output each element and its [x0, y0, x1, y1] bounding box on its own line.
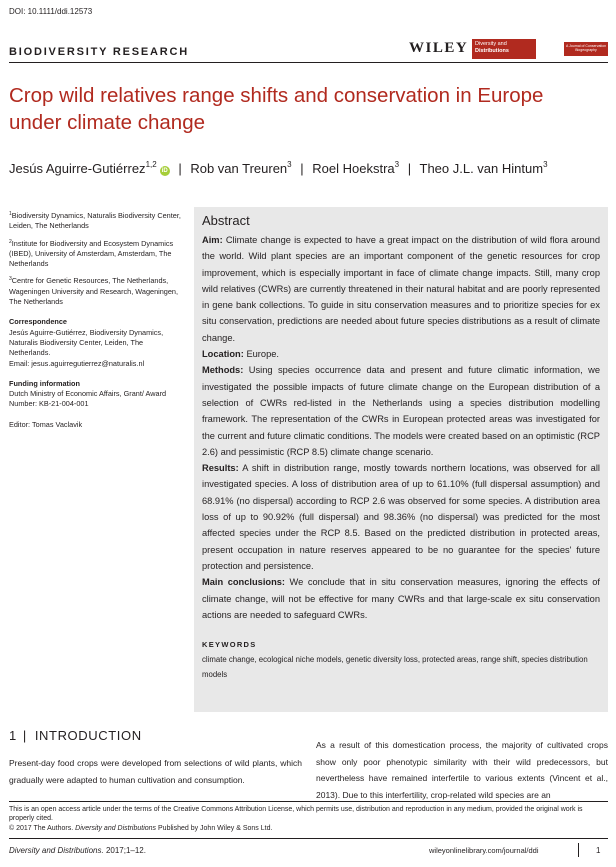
correspondence-heading: Correspondence — [9, 317, 67, 327]
keywords-heading: KEYWORDS — [202, 640, 257, 650]
affiliation-text: Centre for Genetic Resources, The Netherlands, Wageningen University and Research, Wageningen, The Netherlands — [9, 276, 179, 307]
journal-citation — [9, 846, 146, 855]
abstract-conclusions — [202, 574, 600, 623]
abstract-methods-label: Methods: — [202, 365, 244, 376]
journal-logo-line1: Diversity and — [475, 41, 507, 47]
affiliation — [9, 237, 184, 270]
publisher-logo[interactable]: WILEY — [409, 40, 469, 56]
funding-heading: Funding information — [9, 378, 80, 388]
page-number: 1 — [596, 846, 601, 855]
author-affiliation-ref: 1,2 — [145, 160, 157, 169]
copyright-suffix: Published by John Wiley & Sons Ltd. — [158, 824, 273, 832]
section-divider — [9, 62, 608, 63]
article-info-sidebar — [9, 209, 184, 435]
copyright-journal: Diversity and Distributions — [75, 824, 157, 832]
abstract-conclusions-text: We conclude that in situ conservation measures, ignoring the effects of climate change, will not be effective for many CWRs and that large-scale ex situ conservation actions are needed to safeguard CWRs. — [202, 577, 600, 620]
abstract-results-text: A shift in distribution range, mostly towards northern locations, was observed for all investigated species. A loss of distribution area of up to 61.10% (full dispersal assumption) and 68.91% (no dispersal) according to RCP 2.6 was observed for some species. A distribution area loss of up to 90.92% (full dispersal) and 98.36% (no dispersal) was predicted for the most affected species under the RCP 8.5. Based on the predicted distribution in protected areas, present occupation in nature reserves appeared to be no guarantee for the species' future protection and persistence. — [202, 463, 600, 571]
author-name[interactable]: Rob van Treuren — [190, 161, 288, 176]
author-separator: | — [178, 161, 182, 176]
abstract-methods-text: Using species occurrence data and present and future climatic information, we investigated the possible impacts of future climate change on the European distribution of a selection of CWRs red-listed in the Netherlands using a species distribution modelling framework. The representation of the CWRs in European protected areas was investigated for the current and future climatic conditions. The models were created based on an optimistic (RCP 2.6) and pessimistic (RCP 8.5) climate change scenario. — [202, 365, 600, 457]
abstract-location-label: Location: — [202, 349, 244, 360]
section-heading-introduction — [9, 728, 142, 743]
affiliation-number: 2 — [9, 238, 12, 245]
journal-badge: A Journal of Conservation Biogeography — [564, 42, 608, 56]
author-affiliation-ref: 3 — [543, 160, 548, 169]
affiliation-number: 3 — [9, 276, 12, 283]
section-title: INTRODUCTION — [34, 728, 142, 743]
affiliation-text: Biodiversity Dynamics, Naturalis Biodiversity Center, Leiden, The Netherlands — [9, 211, 181, 231]
copyright-text — [9, 824, 608, 833]
author-separator: | — [407, 161, 412, 176]
keywords-list: climate change, ecological niche models, genetic diversity loss, protected areas, range shift, species distribution models — [202, 655, 588, 679]
author-affiliation-ref: 3 — [394, 160, 400, 169]
abstract-results-label: Results: — [202, 463, 239, 474]
abstract-aim — [202, 232, 600, 346]
affiliation — [9, 209, 184, 232]
affiliation — [9, 274, 184, 307]
license-text: This is an open access article under the terms of the Creative Commons Attribution License, which permits use, distribution and reproduction in any medium, provided the original work is properly cited. — [9, 806, 583, 823]
page-footer-divider — [9, 838, 608, 839]
author-list — [9, 160, 609, 176]
correspondence-email[interactable]: Email: jesus.aguirregutierrez@naturalis.nl — [9, 358, 145, 368]
section-number: 1 — [9, 728, 17, 743]
author-affiliation-ref: 3 — [287, 160, 292, 169]
author-separator: | — [300, 161, 304, 176]
journal-website-link[interactable]: wileyonlinelibrary.com/journal/ddi — [429, 846, 539, 855]
page-number-separator — [578, 843, 579, 857]
doi[interactable]: DOI: 10.1111/ddi.12573 — [9, 7, 93, 16]
section-separator: | — [22, 728, 27, 743]
abstract-aim-label: Aim: — [202, 235, 223, 245]
abstract-box — [194, 207, 608, 712]
journal-volume: 2017;1–12. — [105, 846, 146, 855]
author-name[interactable]: Jesús Aguirre-Gutiérrez — [9, 161, 146, 176]
orcid-icon[interactable]: iD — [161, 168, 168, 174]
editor: Editor: Tomas Vaclavik — [9, 419, 83, 429]
author-name[interactable]: Roel Hoekstra — [312, 161, 395, 176]
abstract-heading: Abstract — [202, 213, 250, 228]
copyright-prefix: © 2017 The Authors. — [9, 824, 74, 832]
abstract-aim-text: Climate change is expected to have a great impact on the distribution of wild flora around the world. Wild plant species are an important component of the genetic resources for crop improvement, which is especially important in face of climate change impacts. Still, many crop wild relatives (CWRs) are currently threatened in their natural habitat and are poorly represented in gene bank collections. To guide in situ conservation measures and to prioritize species for ex situ conservation, predictions are needed about future species distributions as a result of climate change. — [202, 235, 600, 343]
journal-logo-line2: Distributions — [475, 47, 509, 54]
correspondence-text — [9, 328, 184, 369]
article-title: Crop wild relatives range shifts and conservation in Europe under climate change — [9, 84, 544, 134]
affiliation-text: Institute for Biodiversity and Ecosystem Dynamics (IBED), University of Amsterdam, Amsterdam, The Netherlands — [9, 238, 174, 269]
body-text-left: Present-day food crops were developed from selections of wild plants, which gradually were adapted to human cultivation and consumption. — [9, 758, 302, 785]
journal-logo[interactable] — [472, 39, 536, 59]
abstract-conclusions-label: Main conclusions: — [202, 577, 286, 588]
section-label: BIODIVERSITY RESEARCH — [9, 46, 190, 58]
abstract-methods — [202, 362, 600, 460]
abstract-location-text: Europe. — [246, 349, 279, 360]
abstract-results — [202, 460, 600, 574]
journal-name: Diversity and Distributions. — [9, 846, 104, 855]
author-name[interactable]: Theo J.L. van Hintum — [419, 161, 544, 176]
correspondence-address: Jesús Aguirre-Gutiérrez, Biodiversity Dynamics, Naturalis Biodiversity Center, Leiden, The Netherlands. — [9, 327, 164, 358]
license-footnote — [9, 805, 608, 833]
affiliation-number: 1 — [9, 211, 12, 217]
abstract-location — [202, 346, 600, 362]
footer-divider — [9, 801, 608, 802]
funding-text: Dutch Ministry of Economic Affairs, Grant/ Award Number: KB-21-004-001 — [9, 389, 167, 409]
body-text-right: As a result of this domestication process, the majority of cultivated crops show only poor phenotypic similarity with their wild predecessors, but nevertheless have remained interfertile to various extents (Vincent et al., 2013). Due to this interfertility, crop-related wild species are an — [316, 740, 608, 800]
